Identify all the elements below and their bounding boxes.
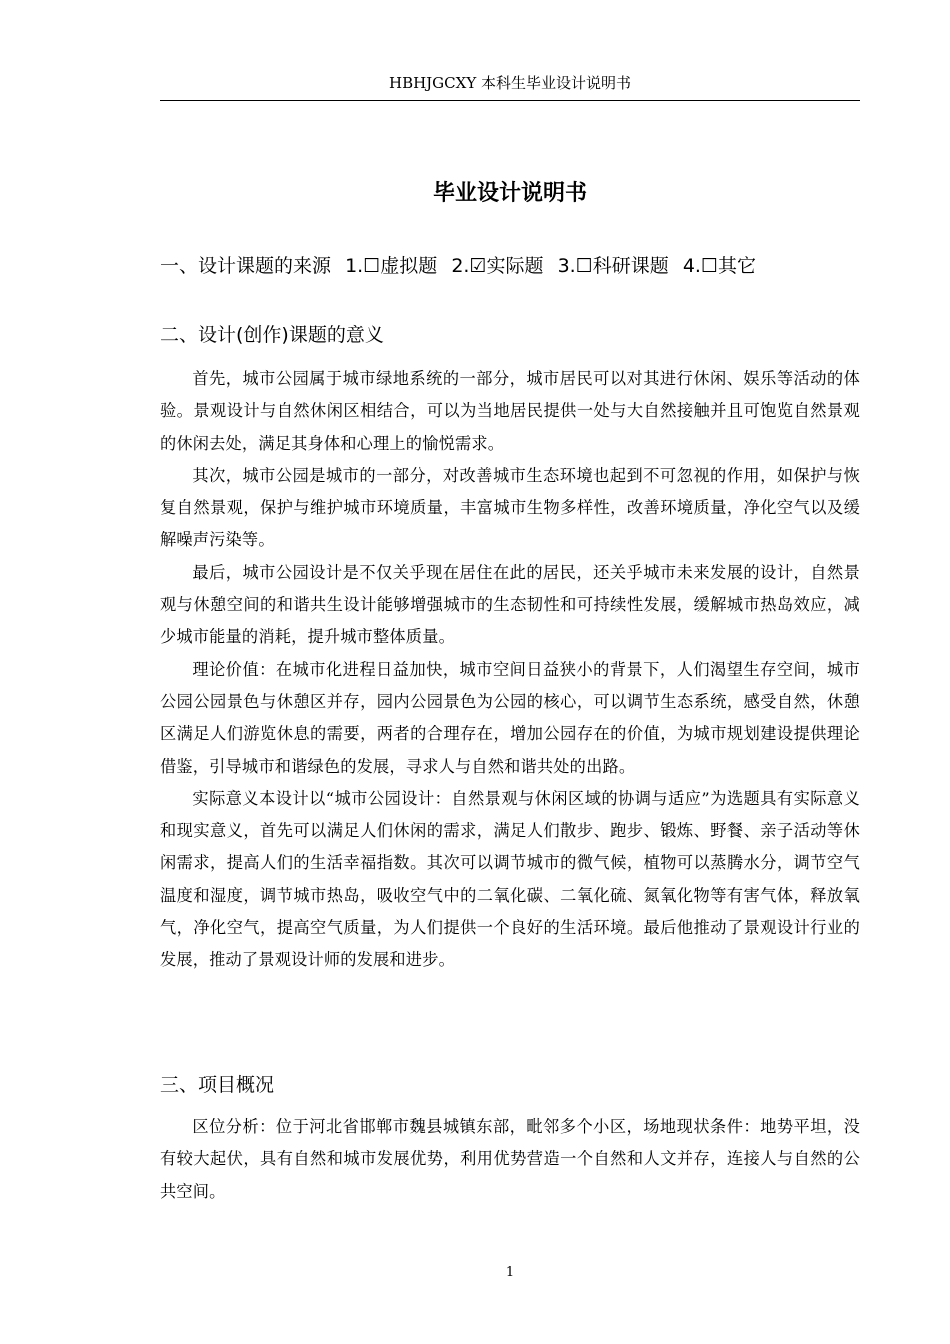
document-title: 毕业设计说明书 bbox=[432, 181, 587, 206]
header-divider bbox=[160, 100, 860, 101]
paragraph: 区位分析：位于河北省邯郸市魏县城镇东部，毗邻多个小区，场地现状条件：地势平坦，没有较大起伏，具有自然和城市发展优势，利用优势营造一个自然和人文并存，连接人与自然的公共空间。 bbox=[160, 1117, 860, 1201]
option-label: 实际题 bbox=[486, 255, 544, 277]
option-practical bbox=[451, 255, 543, 277]
option-label: 科研课题 bbox=[592, 255, 669, 277]
checkbox-unchecked-icon: ☐ bbox=[575, 255, 593, 277]
paragraph: 实际意义本设计以“城市公园设计：自然景观与休闲区域的协调与适应”为选题具有实际意义和现实意义，首先可以满足人们休闲的需求，满足人们散步、跑步、锻炼、野餐、亲子活动等休闲需求，提高人们的生活幸福指数。其次可以调节城市的微气候，植物可以蒸腾水分，调节空气温度和湿度，调节城市热岛，吸收空气中的二氧化碳、二氧化硫、氮氧化物等有害气体，释放氧气，净化空气，提高空气质量，为人们提供一个良好的生活环境。最后他推动了景观设计行业的发展，推动了景观设计师的发展和进步。 bbox=[160, 788, 860, 970]
paragraph: 其次，城市公园是城市的一部分，对改善城市生态环境也起到不可忽视的作用，如保护与恢复自然景观，保护与维护城市环境质量，丰富城市生物多样性，改善环境质量，净化空气以及缓解噪声污染等。 bbox=[160, 465, 860, 550]
checkbox-unchecked-icon: ☐ bbox=[700, 255, 718, 277]
section-heading-project-overview: 三、项目概况 bbox=[160, 1074, 275, 1096]
option-number: 1. bbox=[345, 255, 364, 277]
page-header: HBHJGCXY 本科生毕业设计说明书 bbox=[388, 74, 631, 92]
significance-body bbox=[160, 363, 860, 977]
option-number: 2. bbox=[451, 255, 470, 277]
checkbox-checked-icon: ☑ bbox=[469, 255, 487, 277]
option-other bbox=[683, 255, 756, 277]
option-number: 4. bbox=[682, 255, 701, 277]
paragraph: 首先，城市公园属于城市绿地系统的一部分，城市居民可以对其进行休闲、娱乐等活动的体验。景观设计与自然休闲区相结合，可以为当地居民提供一处与大自然接触并且可饱览自然景观的休闲去处，满足其身体和心理上的愉悦需求。 bbox=[160, 369, 860, 453]
project-overview-body bbox=[160, 1111, 860, 1208]
topic-source-label: 一、设计课题的来源 bbox=[160, 255, 332, 277]
paragraph: 理论价值：在城市化进程日益加快，城市空间日益狭小的背景下，人们渴望生存空间，城市公园公园景色与休憩区并存，园内公园景色为公园的核心，可以调节生态系统，感受自然，休憩区满足人们游览休息的需要，两者的合理存在，增加公园存在的价值，为城市规划建设提供理论借鉴，引导城市和谐绿色的发展，寻求人与自然和谐共处的出路。 bbox=[160, 659, 860, 776]
paragraph: 最后，城市公园设计是不仅关乎现在居住在此的居民，还关乎城市未来发展的设计，自然景观与休憩空间的和谐共生设计能够增强城市的生态韧性和可持续性发展，缓解城市热岛效应，减少城市能量的消耗，提升城市整体质量。 bbox=[160, 562, 860, 647]
option-label: 虚拟题 bbox=[380, 255, 438, 277]
topic-source-line bbox=[160, 250, 860, 282]
option-number: 3. bbox=[557, 255, 576, 277]
section-heading-significance: 二、设计(创作)课题的意义 bbox=[160, 324, 384, 346]
option-research bbox=[558, 255, 669, 277]
option-virtual bbox=[345, 255, 437, 277]
option-label: 其它 bbox=[718, 255, 757, 277]
page-number: 1 bbox=[505, 1265, 515, 1280]
checkbox-unchecked-icon: ☐ bbox=[363, 255, 381, 277]
